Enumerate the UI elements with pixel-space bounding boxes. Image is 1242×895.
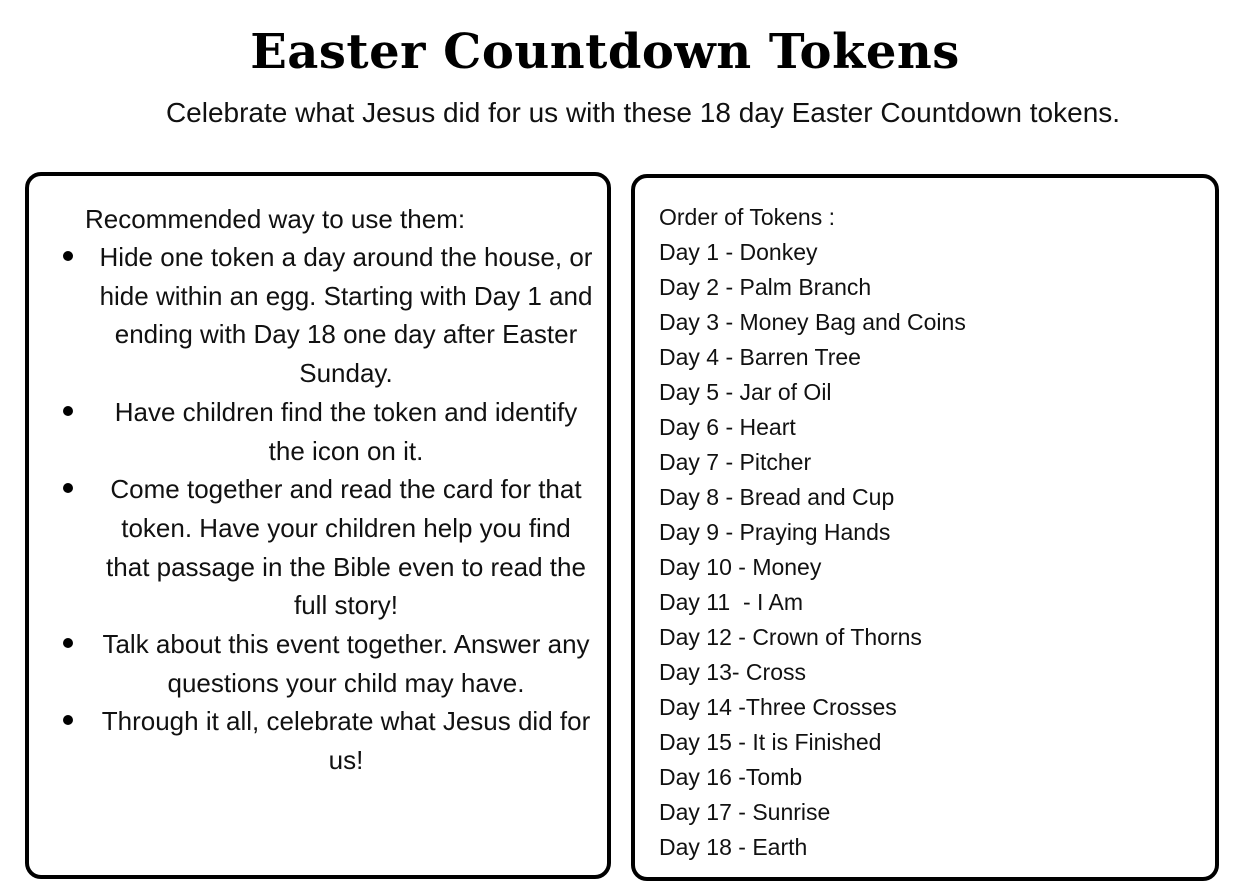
- token-item-day-7: Day 7 - Pitcher: [659, 449, 812, 475]
- page-subtitle: Celebrate what Jesus did for us with these 18 day Easter Countdown tokens.: [165, 97, 1121, 128]
- token-item-day-11: Day 11 - I Am: [659, 589, 804, 615]
- token-item-day-17: Day 17 - Sunrise: [659, 799, 831, 825]
- tokens-heading: Order of Tokens :: [659, 204, 835, 230]
- token-item-day-13: Day 13- Cross: [659, 659, 806, 685]
- token-item-day-2: Day 2 - Palm Branch: [659, 274, 872, 300]
- token-item-day-5: Day 5 - Jar of Oil: [659, 379, 832, 405]
- token-item-day-15: Day 15 - It is Finished: [659, 729, 882, 755]
- bullet-icon: [63, 638, 73, 648]
- token-list: [659, 235, 966, 865]
- token-item-day-3: Day 3 - Money Bag and Coins: [659, 309, 966, 335]
- instruction-text: Hide one token a day around the house, or hide within an egg. Starting with Day 1 and ending with Day 18 one day after Easter Sunday.: [99, 242, 593, 389]
- instruction-item: [29, 470, 607, 625]
- bullet-icon: [63, 483, 73, 493]
- instruction-text: Have children find the token and identify the icon on it.: [114, 396, 578, 466]
- tokens-panel: [631, 174, 1219, 881]
- token-item-day-9: Day 9 - Praying Hands: [659, 519, 891, 545]
- token-item-day-1: Day 1 - Donkey: [659, 239, 818, 265]
- token-item-day-10: Day 10 - Money: [659, 554, 822, 580]
- token-item-day-6: Day 6 - Heart: [659, 414, 796, 440]
- instruction-item: [29, 393, 607, 470]
- instruction-text: Talk about this event together. Answer any questions your child may have.: [102, 629, 590, 698]
- instructions-panel: [25, 172, 611, 879]
- instructions-list: [29, 238, 607, 780]
- bullet-icon: [63, 406, 73, 416]
- instruction-item: [29, 702, 607, 779]
- bullet-icon: [63, 251, 73, 261]
- token-item-day-12: Day 12 - Crown of Thorns: [659, 624, 922, 650]
- instruction-item: [29, 238, 607, 393]
- instruction-item: [29, 625, 607, 702]
- token-item-day-8: Day 8 - Bread and Cup: [659, 484, 895, 510]
- instructions-heading: Recommended way to use them:: [85, 204, 466, 234]
- token-item-day-16: Day 16 -Tomb: [659, 764, 803, 790]
- token-item-day-4: Day 4 - Barren Tree: [659, 344, 861, 370]
- instruction-text: Come together and read the card for that token. Have your children help you find that passage in the Bible even to read the full story!: [106, 474, 586, 621]
- instruction-text: Through it all, celebrate what Jesus did for us!: [101, 706, 591, 776]
- token-item-day-14: Day 14 -Three Crosses: [659, 694, 897, 720]
- bullet-icon: [63, 715, 73, 725]
- token-item-day-18: Day 18 - Earth: [659, 834, 808, 860]
- page-title: Easter Countdown Tokens: [250, 24, 960, 80]
